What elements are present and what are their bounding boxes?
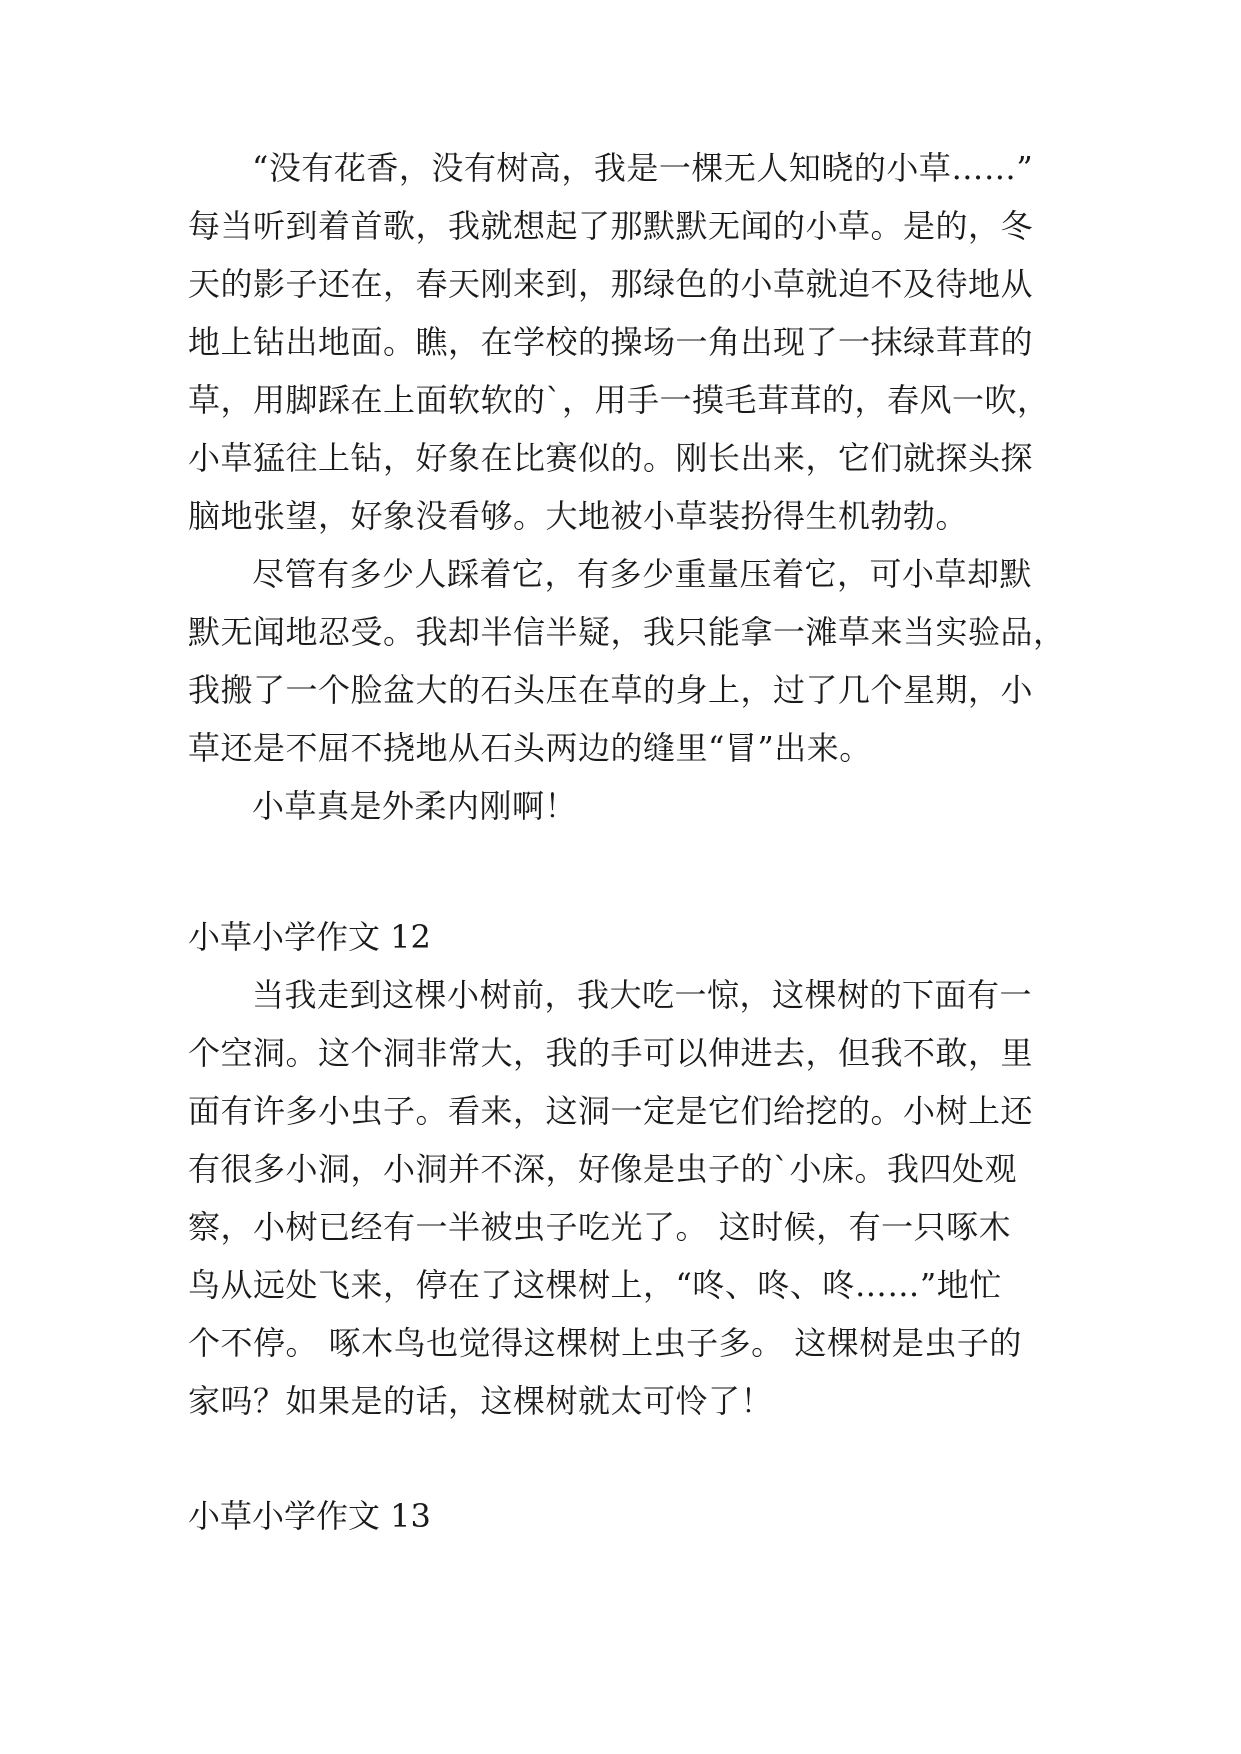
paragraph-2-line-4: 草还是不屈不挠地从石头两边的缝里“冒”出来。 — [188, 729, 872, 767]
paragraph-2-line-2: 默无闻地忍受。我却半信半疑，我只能拿一滩草来当实验品， — [188, 613, 1066, 651]
paragraph-1-line-3: 天的影子还在，春天刚来到，那绿色的小草就迫不及待地从 — [188, 265, 1034, 303]
paragraph-2-line-3: 我搬了一个脸盆大的石头压在草的身上，过了几个星期，小 — [188, 671, 1034, 709]
paragraph-1-line-5: 草，用脚踩在上面软软的`，用手一摸毛茸茸的，春风一吹， — [188, 381, 1050, 419]
section-12-line-4: 有很多小洞，小洞并不深，好像是虫子的`小床。我四处观 — [188, 1150, 1018, 1188]
section-12-line-3: 面有许多小虫子。看来，这洞一定是它们给挖的。小树上还 — [188, 1092, 1034, 1130]
section-12-line-1: 当我走到这棵小树前，我大吃一惊，这棵树的下面有一 — [252, 976, 1033, 1014]
paragraph-1-line-2: 每当听到着首歌，我就想起了那默默无闻的小草。是的，冬 — [188, 207, 1034, 245]
paragraph-1-line-4: 地上钻出地面。瞧，在学校的操场一角出现了一抹绿茸茸的 — [188, 323, 1034, 361]
section-12-line-5: 察，小树已经有一半被虫子吃光了。 这时候，有一只啄木 — [188, 1208, 1012, 1246]
section-12-line-2: 个空洞。这个洞非常大，我的手可以伸进去，但我不敢，里 — [188, 1034, 1034, 1072]
paragraph-1-line-6: 小草猛往上钻，好象在比赛似的。刚长出来，它们就探头探 — [188, 439, 1034, 477]
section-12-heading: 小草小学作文 12 — [188, 918, 431, 956]
paragraph-2-line-1: 尽管有多少人踩着它，有多少重量压着它，可小草却默 — [252, 555, 1033, 593]
paragraph-3-line-1: 小草真是外柔内刚啊！ — [252, 787, 578, 825]
section-13-heading: 小草小学作文 13 — [188, 1497, 431, 1535]
paragraph-1-line-1: “没有花香，没有树高，我是一棵无人知晓的小草……” — [252, 149, 1034, 187]
section-12-line-8: 家吗？如果是的话，这棵树就太可怜了！ — [188, 1382, 774, 1420]
section-12-line-7: 个不停。 啄木鸟也觉得这棵树上虫子多。 这棵树是虫子的 — [188, 1324, 1022, 1362]
section-12-line-6: 鸟从远处飞来，停在了这棵树上，“咚、咚、咚……”地忙 — [188, 1266, 1002, 1304]
paragraph-1-line-7: 脑地张望，好象没看够。大地被小草装扮得生机勃勃。 — [188, 497, 969, 535]
